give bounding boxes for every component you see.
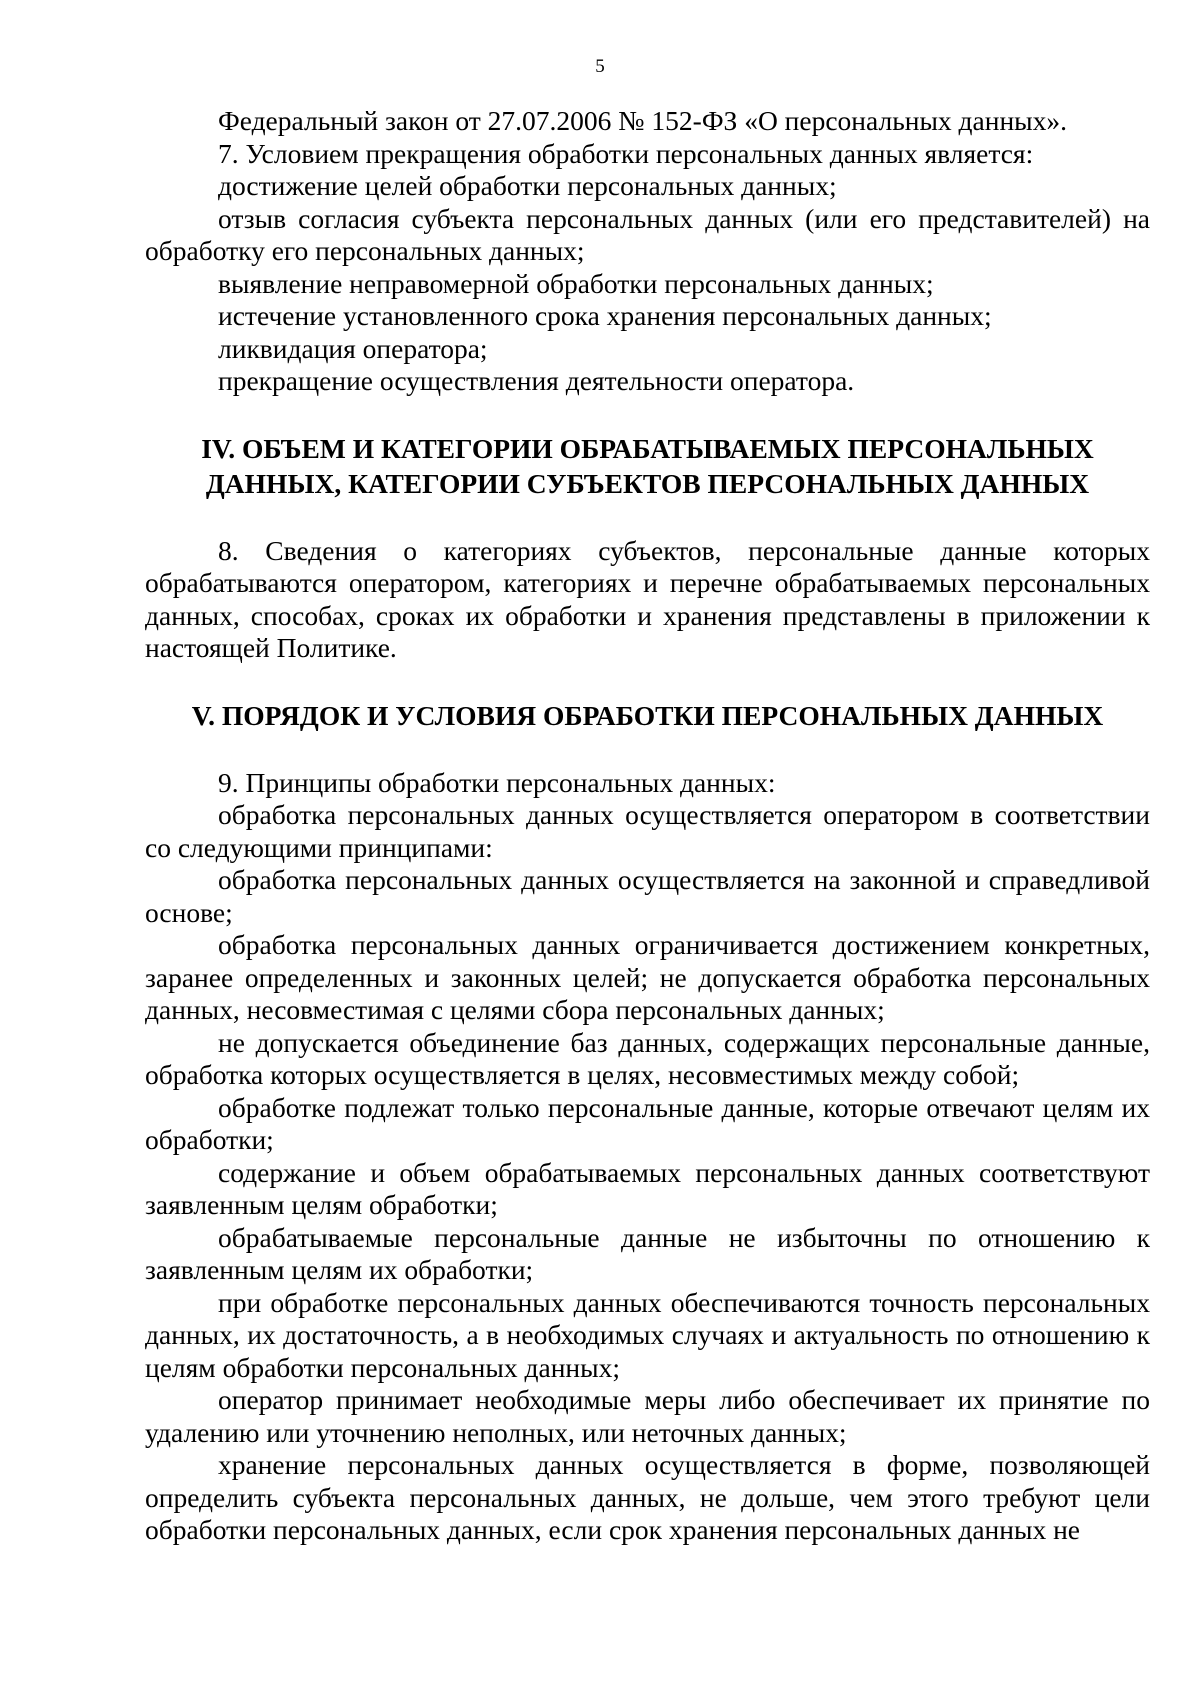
paragraph: обработка персональных данных ограничивается достижением конкретных, заранее определенных и законных целей; не допускается обработка персональных данных, несовместимая с целями сбора персональных данных;	[145, 929, 1150, 1025]
paragraph: не допускается объединение баз данных, содержащих персональные данные, обработка которых осуществляется в целях, несовместимых между собой;	[145, 1026, 1150, 1090]
paragraph: обработка персональных данных осуществляется оператором в соответствии со следующими принципами:	[145, 799, 1150, 863]
paragraph: хранение персональных данных осуществляется в форме, позволяющей определить субъекта персональных данных, не дольше, чем этого требуют цели обработки персональных данных, если срок хранения персональных данных не	[145, 1449, 1150, 1545]
paragraph: прекращение осуществления деятельности оператора.	[218, 365, 855, 396]
paragraph: содержание и объем обрабатываемых персональных данных соответствуют заявленным целям обработки;	[145, 1156, 1150, 1220]
paragraph: оператор принимает необходимые меры либо обеспечивает их принятие по удалению или уточнению неполных, или неточных данных;	[145, 1384, 1150, 1448]
paragraph: истечение установленного срока хранения персональных данных;	[218, 300, 992, 331]
paragraph: обработка персональных данных осуществляется на законной и справедливой основе;	[145, 864, 1150, 928]
paragraph: 8. Сведения о категориях субъектов, персональные данные которых обрабатываются оператором, категориях и перечне обрабатываемых персональных данных, способах, сроках их обработки и хранения представлены в приложении к настоящей Политике.	[145, 534, 1150, 663]
page-number: 5	[595, 56, 605, 77]
paragraph: отзыв согласия субъекта персональных данных (или его представителей) на обработку его персональных данных;	[145, 202, 1150, 266]
paragraph: обрабатываемые персональные данные не избыточны по отношению к заявленным целям их обработки;	[145, 1221, 1150, 1285]
paragraph: достижение целей обработки персональных данных;	[218, 170, 837, 201]
paragraph: обработке подлежат только персональные данные, которые отвечают целям их обработки;	[145, 1091, 1150, 1155]
paragraph: ликвидация оператора;	[218, 332, 488, 364]
paragraph: 9. Принципы обработки персональных данных:	[218, 766, 776, 798]
section-v-heading: V. ПОРЯДОК И УСЛОВИЯ ОБРАБОТКИ ПЕРСОНАЛЬНЫХ ДАННЫХ	[191, 699, 1104, 731]
document-body	[145, 105, 1150, 1547]
paragraph: выявление неправомерной обработки персональных данных;	[218, 267, 934, 299]
section-iv-heading: IV. ОБЪЕМ И КАТЕГОРИИ ОБРАБАТЫВАЕМЫХ ПЕРСОНАЛЬНЫХ ДАННЫХ, КАТЕГОРИИ СУБЪЕКТОВ ПЕРСОНАЛЬНЫХ ДАННЫХ	[201, 432, 1094, 499]
paragraph: Федеральный закон от 27.07.2006 № 152-ФЗ «О персональных данных».	[218, 105, 1068, 136]
paragraph: при обработке персональных данных обеспечиваются точность персональных данных, их достаточность, а в необходимых случаях и актуальность по отношению к целям обработки персональных данных;	[145, 1286, 1150, 1383]
paragraph: 7. Условием прекращения обработки персональных данных является:	[218, 137, 1034, 169]
